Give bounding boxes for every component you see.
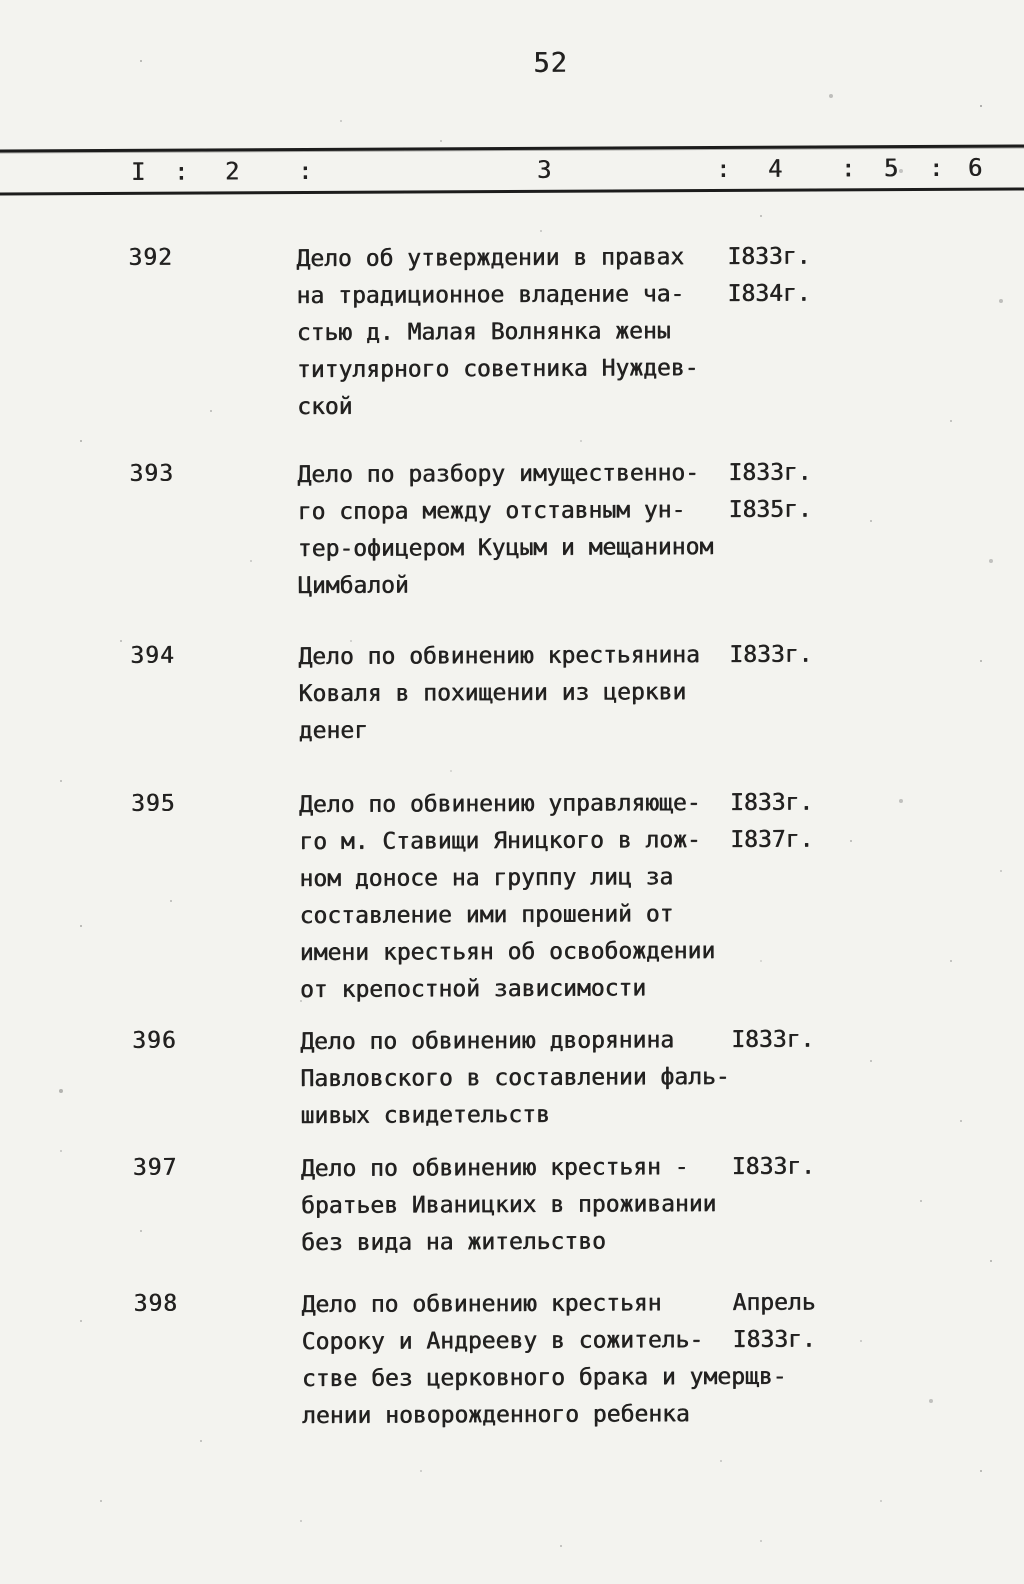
column-header-6: 6 xyxy=(967,153,983,182)
entry-dates: I833г. I834г. xyxy=(727,243,811,307)
column-separator: : xyxy=(297,156,313,186)
table-row xyxy=(5,1283,1024,1430)
entry-description: Дело об утверждении в правах на традиционное владение ча- стью д. Малая Волнянка жены титулярного советника Нуждев- ской xyxy=(296,244,699,421)
entry-description: Дело по обвинению крестьян - братьев Иваницких в проживании без вида на жительство xyxy=(300,1154,717,1257)
entry-number: 392 xyxy=(128,244,173,271)
table-row xyxy=(1,453,1024,600)
entry-number: 397 xyxy=(132,1154,178,1181)
table-row xyxy=(3,783,1024,1004)
entry-description: Дело по обвинению управляюще- го м. Ставищи Яницкого в лож- ном доносе на группу лиц за составление ими прошений от имени крестьян об освобождении от крепостной зависимости xyxy=(298,790,716,1004)
entry-dates: I833г. I837г. xyxy=(729,789,814,853)
entry-dates: I833г. xyxy=(731,1026,815,1053)
column-separator: : xyxy=(173,157,189,186)
entry-number: 396 xyxy=(132,1027,177,1054)
table-header-top-rule xyxy=(0,144,1024,152)
column-separator: : xyxy=(715,154,731,184)
table-row xyxy=(4,1020,1024,1130)
entry-dates: I833г. xyxy=(729,641,813,668)
column-separator: : xyxy=(928,153,944,182)
column-header-5: 5 xyxy=(883,154,899,183)
entry-description: Дело по обвинению дворянина Павловского в составлении фаль- шивых свидетельств xyxy=(300,1027,730,1130)
entry-description: Дело по разбору имущественно- го спора между отставным ун- тер-офицером Куцым и мещанином Цимбалой xyxy=(297,460,714,600)
entry-dates: I833г. xyxy=(731,1153,815,1180)
entry-description: Дело по обвинению крестьянина Коваля в похищении из церкви денег xyxy=(298,642,700,745)
entry-description: Дело по обвинению крестьян Сороку и Андрееву в сожитель- стве без церковного брака и умерщв- лении новорожденного ребенка xyxy=(301,1290,787,1430)
column-header-1: I xyxy=(130,157,146,186)
table-row xyxy=(0,237,1024,421)
column-header-4: 4 xyxy=(767,154,783,183)
entry-dates: I833г. I835г. xyxy=(728,459,812,523)
entry-number: 398 xyxy=(133,1290,179,1317)
entry-dates: Апрель I833г. xyxy=(732,1289,816,1353)
entry-number: 394 xyxy=(130,642,175,669)
entry-number: 393 xyxy=(129,460,174,487)
table-row xyxy=(2,635,1024,745)
column-separator: : xyxy=(840,154,856,183)
column-header-3: 3 xyxy=(536,155,552,184)
page-number: 52 xyxy=(533,47,568,79)
column-header-2: 2 xyxy=(224,157,240,186)
entry-number: 395 xyxy=(130,790,176,817)
table-row xyxy=(5,1147,1024,1257)
table-header-bottom-rule xyxy=(0,187,1024,195)
